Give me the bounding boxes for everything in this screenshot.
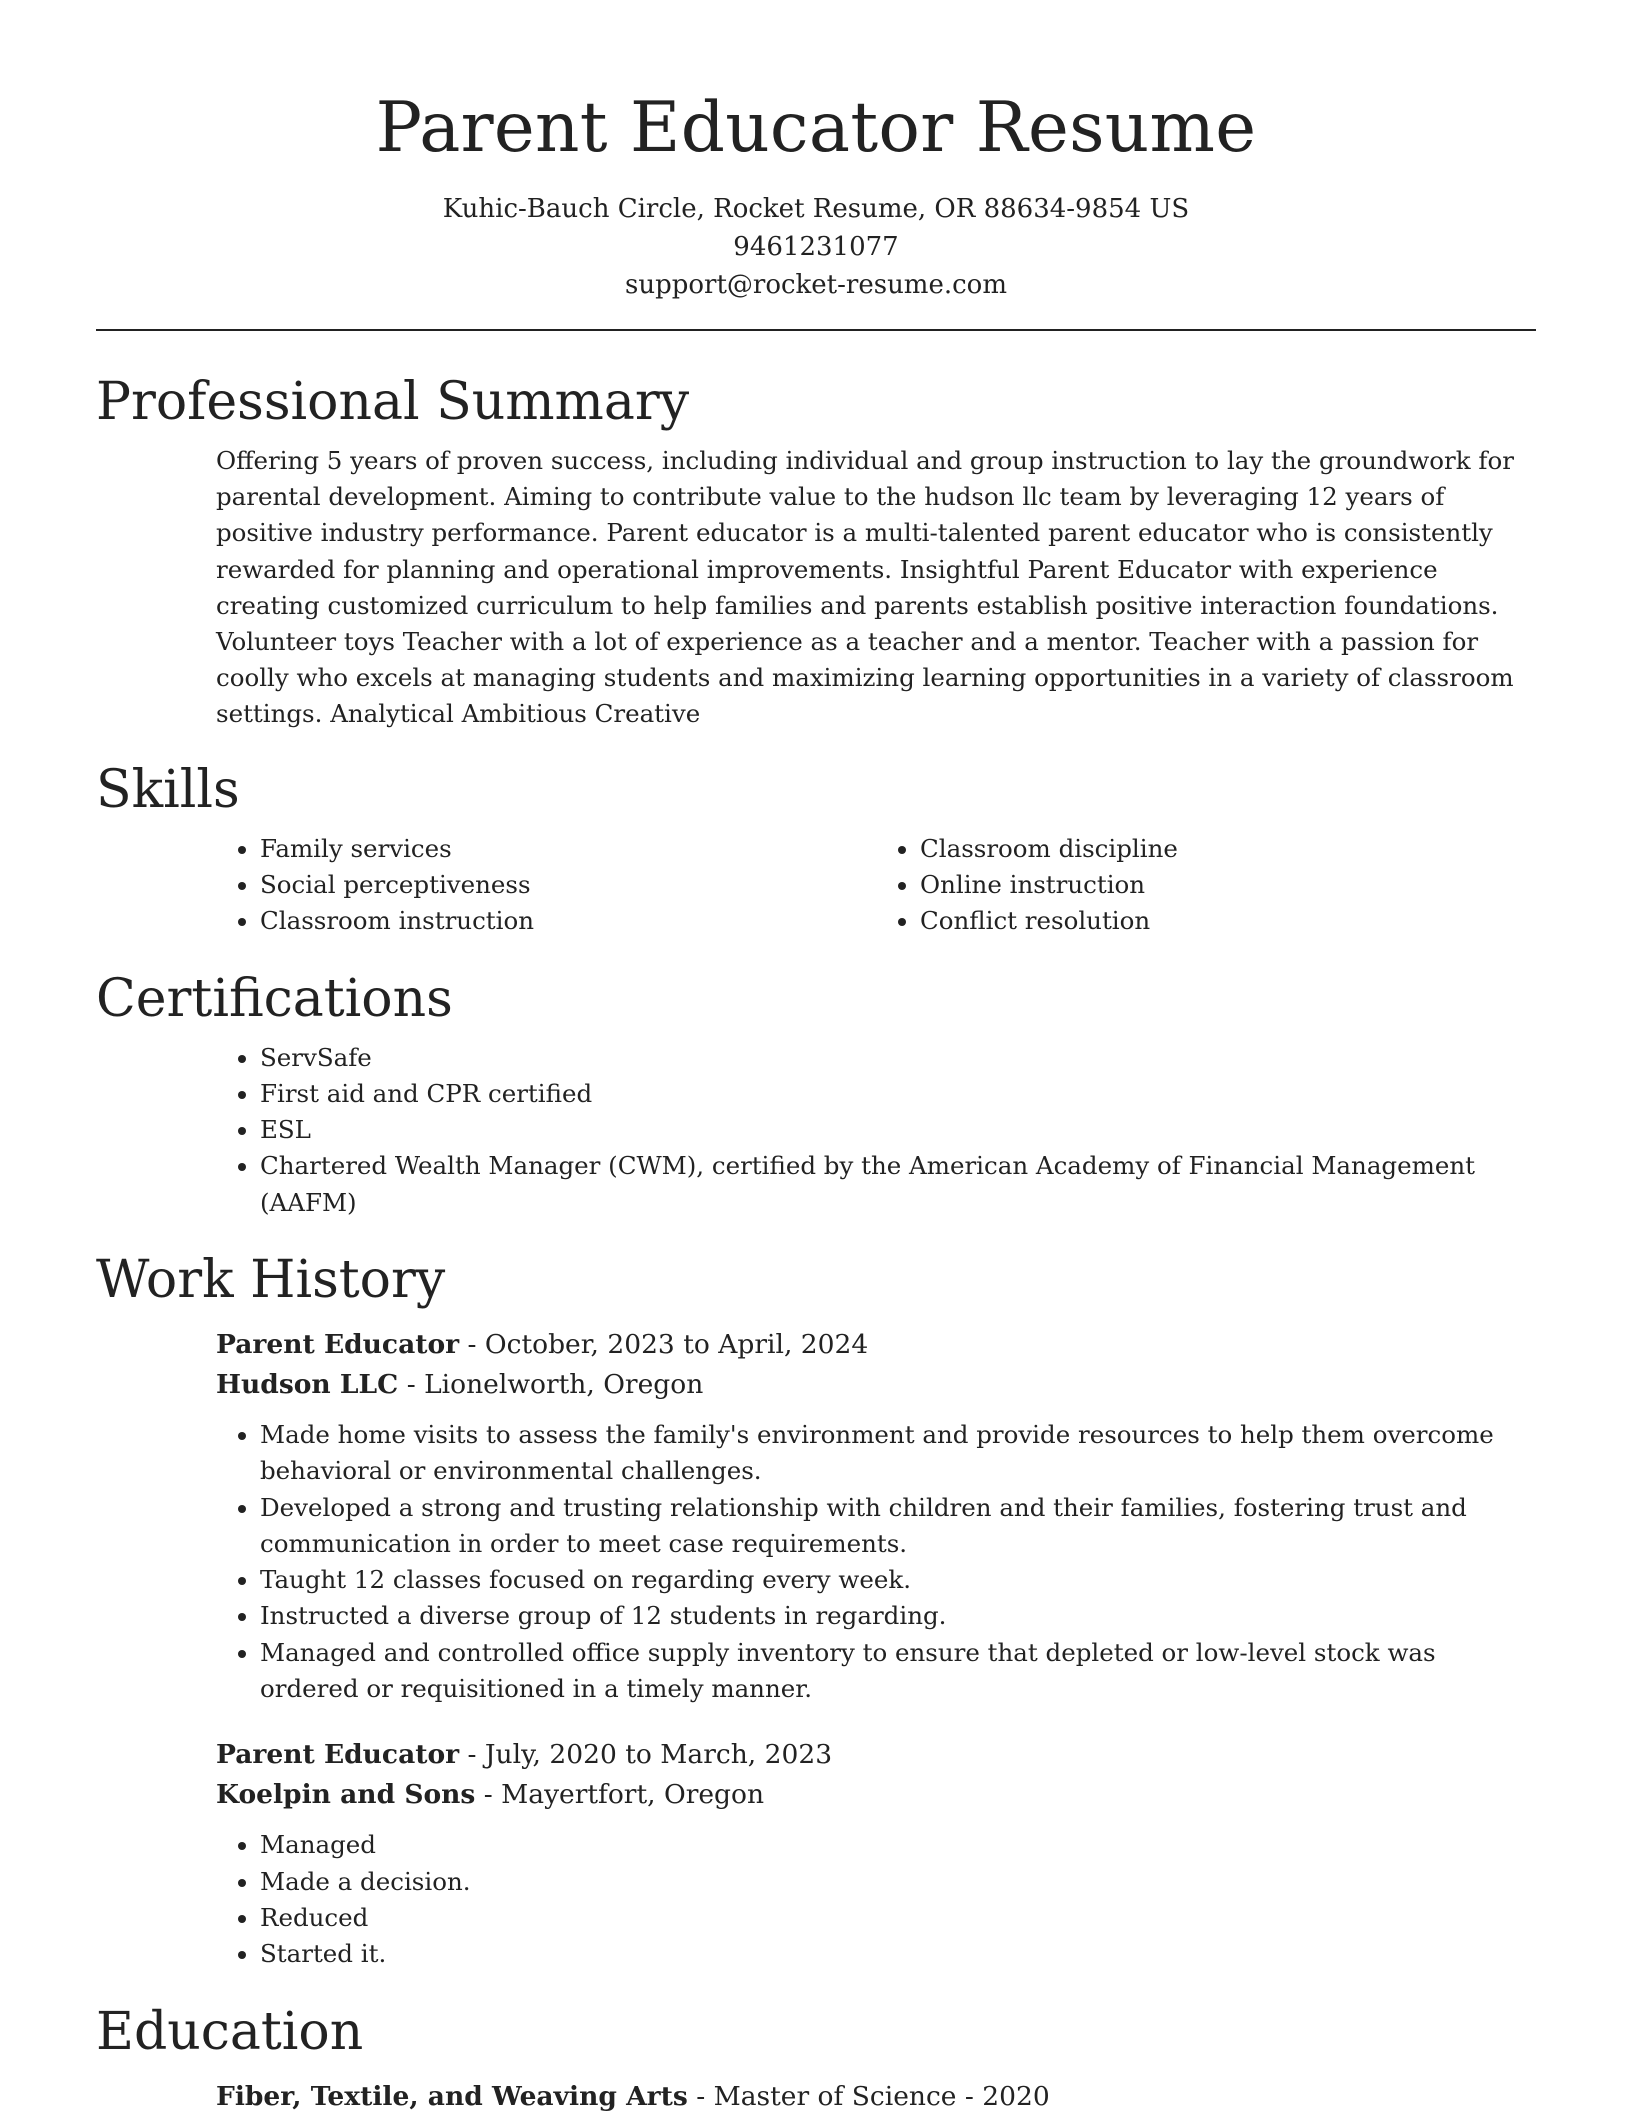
job-bullet: • Made a decision. bbox=[260, 1864, 1536, 1900]
certifications-section bbox=[0, 968, 1632, 1221]
job-bullet: • Managed and controlled office supply inventory to ensure that depleted or low-level stock was ordered or requisitioned in a timely manner. bbox=[260, 1635, 1536, 1708]
education-section bbox=[0, 2001, 1632, 2117]
contact-email: support@rocket-resume.com bbox=[624, 270, 1007, 300]
job-title: Parent Educator bbox=[216, 1329, 460, 1360]
job-bullet: • Managed bbox=[260, 1827, 1536, 1863]
job-dates: - July, 2020 to March, 2023 bbox=[459, 1739, 833, 1771]
job-company-line bbox=[216, 1365, 1536, 1405]
certification-item: • ServSafe bbox=[260, 1040, 1536, 1076]
job-bullet: • Developed a strong and trusting relationship with children and their families, fostering trust and communication in order to meet case requirements. bbox=[260, 1490, 1536, 1563]
job-bullet: • Taught 12 classes focused on regarding every week. bbox=[260, 1562, 1536, 1598]
contact-address: Kuhic-Bauch Circle, Rocket Resume, OR 88634-9854 US bbox=[442, 194, 1190, 224]
resume-name: Parent Educator Resume bbox=[375, 88, 1257, 168]
certification-item: • Chartered Wealth Manager (CWM), certified by the American Academy of Financial Management (AAFM) bbox=[260, 1148, 1536, 1221]
education-field: Fiber, Textile, and Weaving Arts bbox=[216, 2080, 688, 2112]
job-bullets bbox=[216, 1827, 1536, 1972]
job-dates: - October, 2023 to April, 2024 bbox=[459, 1329, 869, 1360]
job-company: Koelpin and Sons bbox=[216, 1779, 476, 1811]
education-year: - 2020 bbox=[956, 2080, 1050, 2112]
skill-item: • Classroom instruction bbox=[260, 903, 876, 939]
skills-section bbox=[0, 759, 1632, 940]
skill-item: • Social perceptiveness bbox=[260, 867, 876, 903]
resume-header bbox=[0, 0, 1632, 304]
job-location: - Mayertfort, Oregon bbox=[475, 1779, 765, 1811]
summary-title: Professional Summary bbox=[96, 372, 690, 432]
header-divider bbox=[96, 329, 1536, 331]
contact-info bbox=[0, 190, 1632, 304]
work-history-section bbox=[0, 1249, 1632, 1973]
education-degree: - Master of Science bbox=[687, 2080, 957, 2112]
skills-column-2 bbox=[876, 831, 1536, 940]
job-title-line bbox=[216, 1735, 1536, 1775]
job-entry bbox=[216, 1735, 1536, 1972]
skill-item: • Classroom discipline bbox=[920, 831, 1536, 867]
work-history-title: Work History bbox=[96, 1250, 446, 1310]
education-title: Education bbox=[96, 2001, 364, 2062]
contact-phone: 9461231077 bbox=[733, 232, 899, 262]
skill-item: • Family services bbox=[260, 831, 876, 867]
certifications-title: Certifications bbox=[96, 968, 453, 1029]
job-title: Parent Educator bbox=[216, 1739, 460, 1771]
skills-grid bbox=[216, 831, 1536, 940]
summary-text: Offering 5 years of proven success, including individual and group instruction to lay the groundwork for parental development. Aiming to contribute value to the hudson llc team by leveraging 12 years of positive industry performance. Parent educator is a multi-talented parent educator who is consistently rewarded for planning and operational improvements. Insightful Parent Educator with experience creating customized curriculum to help families and parents establish positive interaction foundations. Volunteer toys Teacher with a lot of experience as a teacher and a mentor. Teacher with a passion for coolly who excels at managing students and maximizing learning opportunities in a variety of classroom settings. Analytical Ambitious Creative bbox=[216, 446, 1514, 729]
certification-item: • First aid and CPR certified bbox=[260, 1076, 1536, 1112]
job-company: Hudson LLC bbox=[216, 1369, 399, 1400]
education-entry bbox=[216, 2077, 1536, 2117]
certification-item: • ESL bbox=[260, 1112, 1536, 1148]
skills-column-1 bbox=[216, 831, 876, 940]
job-bullet: • Instructed a diverse group of 12 students in regarding. bbox=[260, 1598, 1536, 1634]
skills-title: Skills bbox=[96, 759, 240, 820]
job-company-line bbox=[216, 1775, 1536, 1815]
job-entry bbox=[216, 1325, 1536, 1707]
skill-item: • Conflict resolution bbox=[920, 903, 1536, 939]
job-bullet: • Reduced bbox=[260, 1900, 1536, 1936]
job-bullets bbox=[216, 1417, 1536, 1707]
certifications-list bbox=[216, 1040, 1536, 1221]
skill-item: • Online instruction bbox=[920, 867, 1536, 903]
summary-section bbox=[0, 371, 1632, 733]
job-bullet: • Made home visits to assess the family's environment and provide resources to help them overcome behavioral or environmental challenges. bbox=[260, 1417, 1536, 1490]
job-bullet: • Started it. bbox=[260, 1936, 1536, 1972]
job-location: - Lionelworth, Oregon bbox=[398, 1369, 704, 1400]
education-line bbox=[216, 2077, 1536, 2117]
job-title-line bbox=[216, 1325, 1536, 1365]
